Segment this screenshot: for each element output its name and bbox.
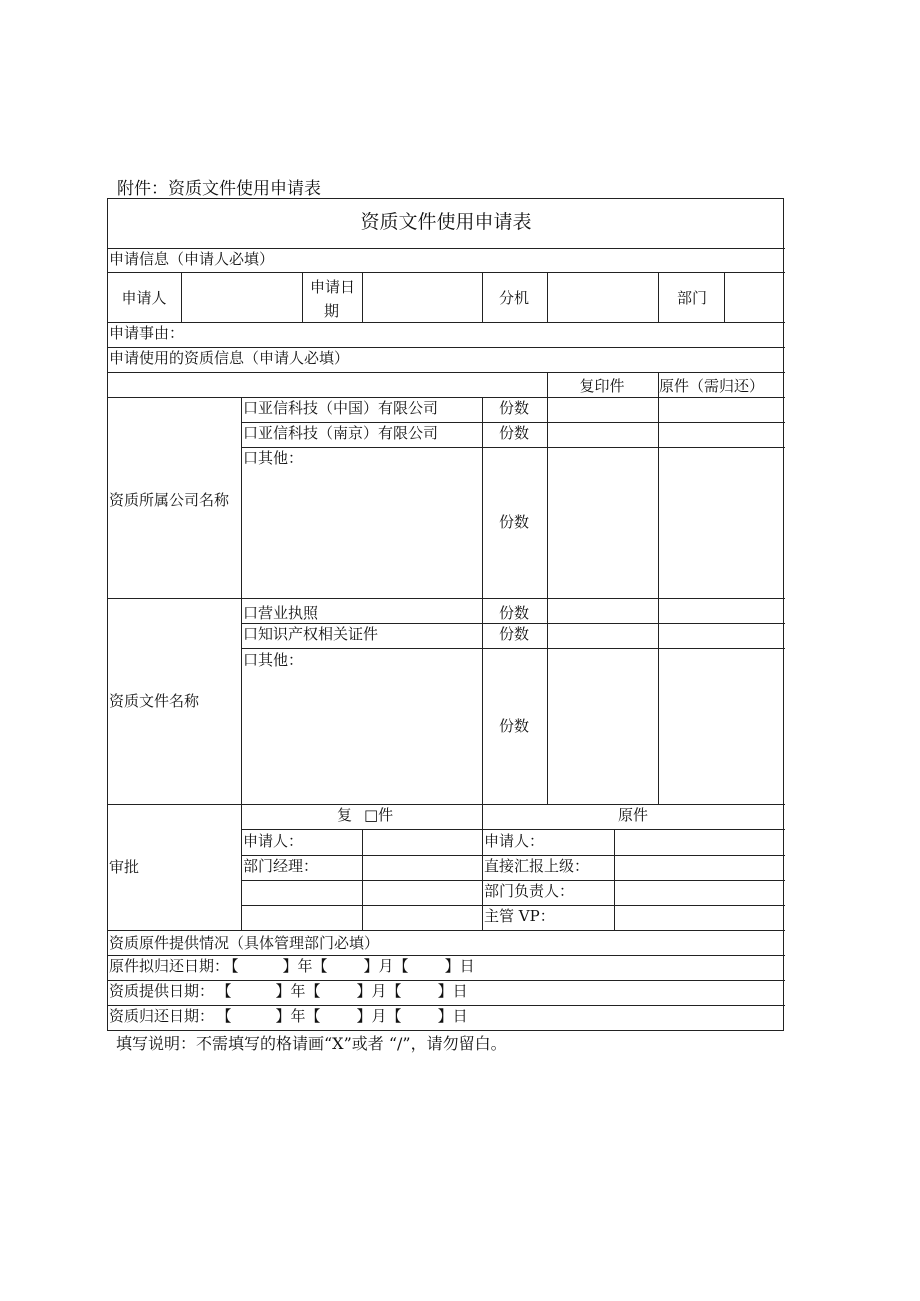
original-approver: 直接汇报上级： — [484, 857, 590, 875]
date-open-bracket: 【 — [224, 1007, 232, 1025]
date-year: 】年【 — [275, 1007, 321, 1025]
form-title: 资质文件使用申请表 — [360, 211, 532, 233]
company-option: 口亚信科技（中国）有限公司 — [243, 399, 439, 417]
applicant-label: 申请人 — [121, 289, 167, 307]
approval-copy-header: 复 — [337, 806, 353, 824]
department-label: 部门 — [676, 289, 708, 307]
approval-label: 审批 — [109, 858, 140, 876]
count-label: 份数 — [498, 513, 530, 531]
date-day: 】日 — [437, 1007, 468, 1025]
date-month: 】月【 — [356, 982, 402, 1000]
company-option-other: 口其他： — [243, 449, 304, 467]
document-option-other: 口其他： — [243, 651, 304, 669]
document-option: 口知识产权相关证件 — [243, 625, 379, 643]
return-date-row — [109, 1006, 468, 1026]
date-month: 】月【 — [363, 957, 409, 975]
date-open-bracket: 【 — [231, 957, 239, 975]
date-label: 资质提供日期： — [109, 982, 215, 1000]
qualification-section-header: 申请使用的资质信息（申请人必填） — [109, 349, 350, 367]
date-month: 】月【 — [356, 1007, 402, 1025]
count-label: 份数 — [498, 625, 530, 643]
company-option: 口亚信科技（南京）有限公司 — [243, 424, 439, 442]
count-label: 份数 — [498, 604, 530, 622]
reason-label: 申请事由： — [109, 324, 185, 342]
document-option: 口营业执照 — [243, 604, 319, 622]
original-approver: 申请人： — [484, 832, 545, 850]
return-plan-date-row — [109, 956, 475, 976]
original-header: 原件（需归还） — [659, 377, 765, 395]
apply-date-label-cont: 期 — [324, 302, 340, 320]
date-year: 】年【 — [282, 957, 328, 975]
provision-section-header: 资质原件提供情况（具体管理部门必填） — [109, 934, 380, 952]
copy-header: 复印件 — [579, 377, 625, 395]
provide-date-row — [109, 981, 468, 1001]
attachment-title: 附件：资质文件使用申请表 — [117, 179, 321, 199]
company-label: 资质所属公司名称 — [109, 491, 230, 509]
original-approver: 主管 VP： — [484, 907, 555, 925]
approval-copy-header-cont: □件 — [364, 806, 394, 824]
applicant-section-header: 申请信息（申请人必填） — [109, 250, 275, 268]
document-label: 资质文件名称 — [109, 692, 200, 710]
date-label: 资质归还日期： — [109, 1007, 215, 1025]
count-label: 份数 — [498, 717, 530, 735]
copy-approver: 部门经理： — [243, 857, 319, 875]
copy-approver: 申请人： — [243, 832, 304, 850]
date-day: 】日 — [437, 982, 468, 1000]
date-label: 原件拟归还日期： — [109, 957, 230, 975]
date-day: 】日 — [444, 957, 475, 975]
count-label: 份数 — [498, 399, 530, 417]
extension-label: 分机 — [498, 289, 530, 307]
count-label: 份数 — [498, 424, 530, 442]
date-year: 】年【 — [275, 982, 321, 1000]
fill-instructions: 填写说明：不需填写的格请画“X”或者 “/”，请勿留白。 — [116, 1034, 507, 1053]
date-open-bracket: 【 — [224, 982, 232, 1000]
application-form — [107, 198, 784, 1031]
apply-date-label: 申请日 — [310, 278, 356, 296]
original-approver: 部门负责人： — [484, 882, 575, 900]
approval-original-header: 原件 — [617, 806, 649, 824]
